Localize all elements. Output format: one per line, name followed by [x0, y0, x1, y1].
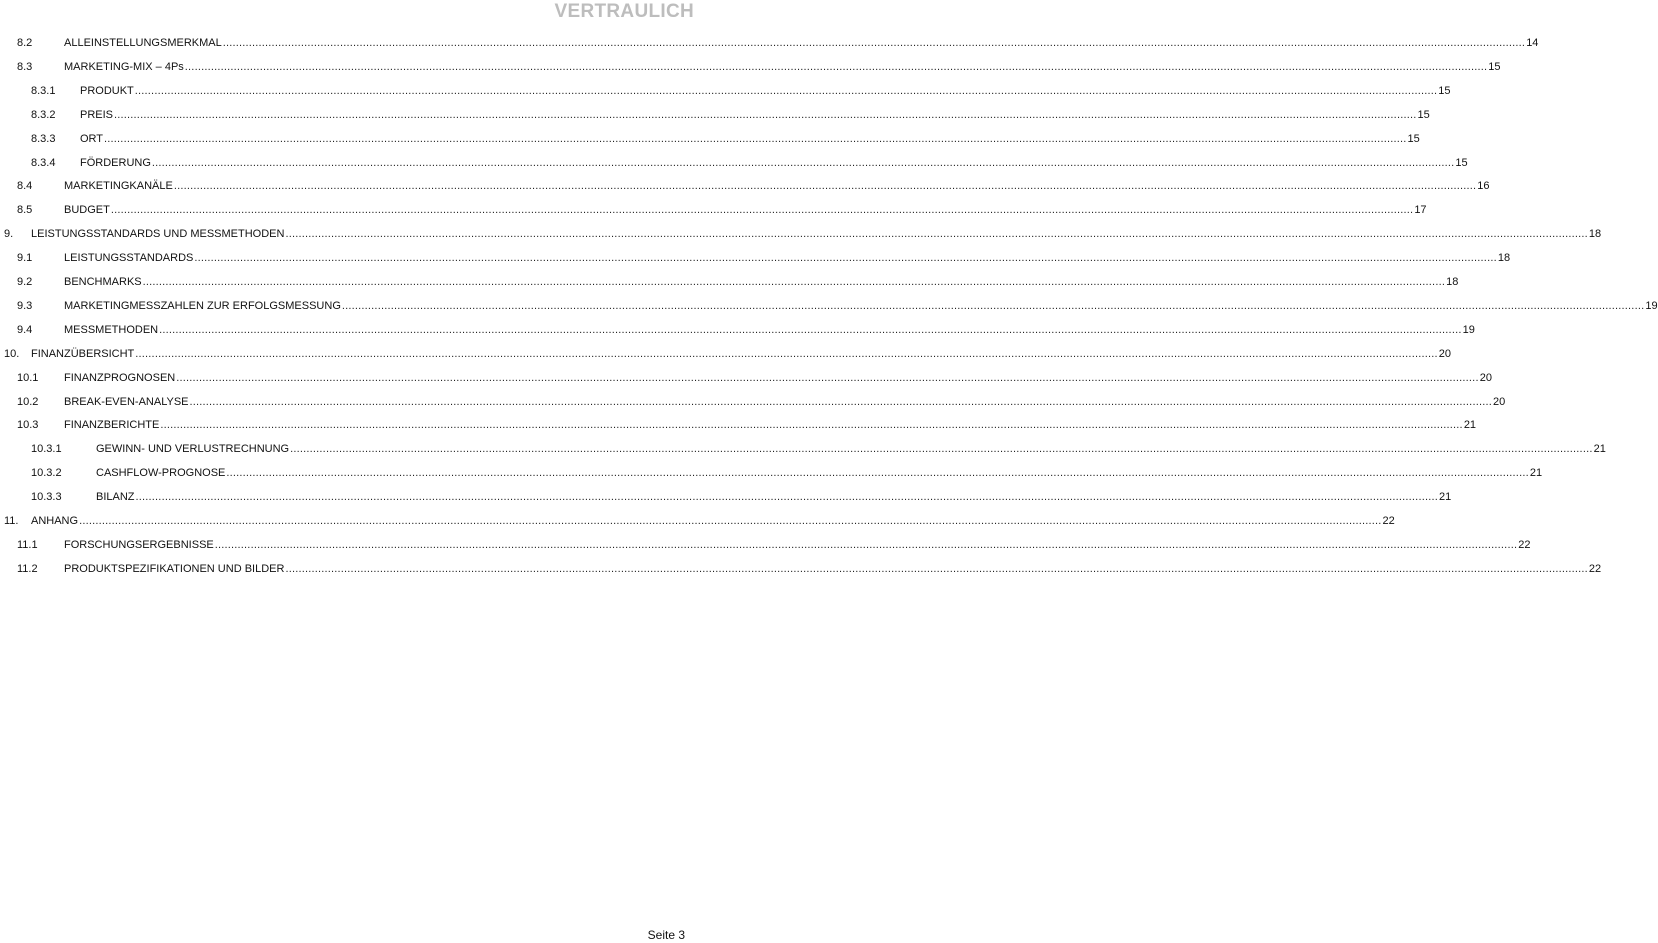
toc-entry-title: MARKETINGMESSZAHLEN ZUR ERFOLGSMESSUNG: [64, 299, 341, 312]
toc-dot-leader: ................................................................................................................................................................................................................................................................................................................................................................................................................: [134, 84, 1438, 97]
toc-entry-page-number: 19: [1645, 299, 1658, 312]
toc-entry-number: 9.1: [17, 252, 33, 265]
toc-entry-title: MESSMETHODEN: [64, 323, 159, 336]
toc-dot-leader: ................................................................................................................................................................................................................................................................................................................................................................................................................: [226, 467, 1529, 480]
toc-entry-number: 11.: [4, 515, 19, 527]
toc-entry-title: FÖRDERUNG: [80, 156, 151, 169]
toc-entry-page-number: 15: [1417, 108, 1430, 121]
toc-dot-leader: ................................................................................................................................................................................................................................................................................................................................................................................................................: [176, 371, 1479, 384]
toc-entry[interactable]: [0, 296, 1658, 316]
page-number-footer: Seite 3: [647, 928, 685, 942]
toc-entry-number: 10.3.1: [31, 443, 62, 456]
toc-entry[interactable]: [0, 511, 1395, 531]
toc-dot-leader: ................................................................................................................................................................................................................................................................................................................................................................................................................: [79, 515, 1382, 527]
toc-entry[interactable]: [0, 153, 1468, 173]
toc-dot-leader: ................................................................................................................................................................................................................................................................................................................................................................................................................: [104, 132, 1407, 145]
toc-entry-page-number: 18: [1588, 228, 1602, 241]
confidential-header-label: VERTRAULICH: [554, 1, 694, 22]
toc-entry-title: BREAK-EVEN-ANALYSE: [64, 395, 189, 408]
toc-entry[interactable]: [0, 57, 1501, 77]
toc-entry-title: FINANZPROGNOSEN: [64, 371, 176, 384]
toc-dot-leader: ................................................................................................................................................................................................................................................................................................................................................................................................................: [285, 562, 1588, 575]
toc-entry[interactable]: [0, 439, 1606, 459]
toc-entry-page-number: 19: [1462, 323, 1475, 336]
toc-entry-page-number: 18: [1446, 276, 1459, 288]
toc-entry-number: 10.3.2: [31, 467, 62, 480]
toc-entry-title: MARKETINGKANÄLE: [64, 180, 173, 193]
toc-dot-leader: ................................................................................................................................................................................................................................................................................................................................................................................................................: [214, 538, 1518, 551]
toc-entry-number: 11.2: [17, 562, 38, 575]
toc-entry-number: 8.3.1: [31, 84, 56, 97]
toc-entry[interactable]: [0, 33, 1539, 53]
toc-entry-page-number: 22: [1588, 562, 1602, 575]
toc-entry-number: 9.2: [17, 276, 33, 288]
toc-entry-number: 10.1: [17, 371, 39, 384]
toc-dot-leader: ................................................................................................................................................................................................................................................................................................................................................................................................................: [194, 252, 1497, 265]
toc-entry-page-number: 20: [1438, 347, 1451, 360]
toc-entry-number: 8.4: [17, 180, 33, 193]
toc-dot-leader: ................................................................................................................................................................................................................................................................................................................................................................................................................: [189, 395, 1492, 408]
toc-entry-title: LEISTUNGSSTANDARDS: [64, 252, 194, 265]
toc-entry[interactable]: [0, 392, 1506, 412]
toc-entry-number: 11.1: [17, 538, 38, 551]
toc-entry-number: 8.5: [17, 204, 33, 217]
toc-entry-page-number: 21: [1529, 467, 1543, 480]
toc-entry-title: ANHANG: [31, 515, 79, 527]
toc-entry[interactable]: [0, 344, 1451, 364]
toc-entry-page-number: 22: [1382, 515, 1395, 527]
toc-entry[interactable]: [0, 559, 1602, 579]
toc-entry-number: 8.2: [17, 37, 33, 49]
toc-entry-page-number: 16: [1477, 180, 1490, 193]
toc-entry-number: 8.3.2: [31, 108, 56, 121]
toc-dot-leader: ................................................................................................................................................................................................................................................................................................................................................................................................................: [135, 347, 1438, 360]
toc-dot-leader: ................................................................................................................................................................................................................................................................................................................................................................................................................: [341, 299, 1645, 312]
toc-dot-leader: ................................................................................................................................................................................................................................................................................................................................................................................................................: [173, 180, 1477, 193]
toc-entry-title: FINANZBERICHTE: [64, 419, 160, 432]
toc-entry-title: BUDGET: [64, 204, 110, 217]
toc-entry[interactable]: [0, 415, 1477, 435]
toc-dot-leader: ................................................................................................................................................................................................................................................................................................................................................................................................................: [285, 228, 1588, 241]
toc-entry-number: 8.3: [17, 60, 33, 73]
toc-entry-title: BILANZ: [96, 491, 135, 504]
toc-entry-title: BENCHMARKS: [64, 276, 142, 288]
toc-dot-leader: ................................................................................................................................................................................................................................................................................................................................................................................................................: [110, 204, 1414, 217]
toc-entry-page-number: 15: [1438, 84, 1451, 97]
toc-entry-title: GEWINN- UND VERLUSTRECHNUNG: [96, 443, 290, 456]
toc-dot-leader: ................................................................................................................................................................................................................................................................................................................................................................................................................: [151, 156, 1455, 169]
toc-entry-title: LEISTUNGSSTANDARDS UND MESSMETHODEN: [31, 228, 285, 241]
toc-entry-number: 10.2: [17, 395, 39, 408]
toc-entry-title: CASHFLOW-PROGNOSE: [96, 467, 226, 480]
toc-entry-page-number: 21: [1438, 491, 1452, 504]
toc-entry[interactable]: [0, 487, 1452, 507]
toc-entry-page-number: 17: [1414, 204, 1427, 217]
toc-entry[interactable]: [0, 105, 1430, 125]
toc-entry[interactable]: [0, 200, 1427, 220]
toc-dot-leader: ................................................................................................................................................................................................................................................................................................................................................................................................................: [290, 443, 1593, 456]
toc-entry[interactable]: [0, 248, 1511, 268]
toc-entry-page-number: 21: [1593, 443, 1606, 456]
toc-entry-number: 10.3: [17, 419, 39, 432]
toc-entry[interactable]: [0, 81, 1451, 101]
toc-entry[interactable]: [0, 176, 1490, 196]
toc-dot-leader: ................................................................................................................................................................................................................................................................................................................................................................................................................: [142, 276, 1446, 288]
toc-entry-title: FINANZÜBERSICHT: [31, 347, 135, 360]
toc-entry[interactable]: [0, 129, 1420, 149]
toc-entry-number: 9.: [4, 228, 14, 241]
toc-entry-number: 9.4: [17, 323, 33, 336]
toc-entry-title: PREIS: [80, 108, 114, 121]
toc-entry-number: 10.: [4, 347, 20, 360]
toc-entry-page-number: 21: [1463, 419, 1477, 432]
toc-entry-title: ORT: [80, 132, 104, 145]
toc-dot-leader: ................................................................................................................................................................................................................................................................................................................................................................................................................: [160, 419, 1463, 432]
toc-entry-page-number: 15: [1488, 60, 1501, 73]
toc-entry-title: FORSCHUNGSERGEBNISSE: [64, 538, 214, 551]
toc-entry-page-number: 14: [1526, 37, 1539, 49]
toc-entry-page-number: 18: [1497, 252, 1511, 265]
toc-entry[interactable]: [0, 272, 1459, 292]
toc-dot-leader: ................................................................................................................................................................................................................................................................................................................................................................................................................: [159, 323, 1462, 336]
toc-entry-title: MARKETING-MIX – 4Ps: [64, 60, 184, 73]
toc-entry[interactable]: [0, 320, 1475, 340]
toc-entry-number: 8.3.3: [31, 132, 56, 145]
toc-dot-leader: ................................................................................................................................................................................................................................................................................................................................................................................................................: [114, 108, 1417, 121]
toc-dot-leader: ................................................................................................................................................................................................................................................................................................................................................................................................................: [184, 60, 1488, 73]
toc-entry-number: 10.3.3: [31, 491, 62, 504]
toc-entry[interactable]: [0, 535, 1531, 555]
toc-entry-number: 9.3: [17, 299, 33, 312]
toc-entry[interactable]: [0, 224, 1602, 244]
toc-entry-page-number: 15: [1407, 132, 1420, 145]
toc-entry-page-number: 22: [1518, 538, 1531, 551]
toc-dot-leader: ................................................................................................................................................................................................................................................................................................................................................................................................................: [222, 37, 1526, 49]
toc-dot-leader: ................................................................................................................................................................................................................................................................................................................................................................................................................: [135, 491, 1438, 504]
toc-entry-page-number: 20: [1492, 395, 1506, 408]
toc-entry-page-number: 20: [1479, 371, 1492, 384]
toc-entry[interactable]: [0, 463, 1543, 483]
toc-entry-title: PRODUKTSPEZIFIKATIONEN UND BILDER: [64, 562, 285, 575]
toc-entry-title: PRODUKT: [80, 84, 134, 97]
toc-entry-page-number: 15: [1455, 156, 1468, 169]
toc-entry-title: ALLEINSTELLUNGSMERKMAL: [64, 37, 222, 49]
toc-entry-number: 8.3.4: [31, 156, 56, 169]
toc-entry[interactable]: [0, 368, 1492, 388]
